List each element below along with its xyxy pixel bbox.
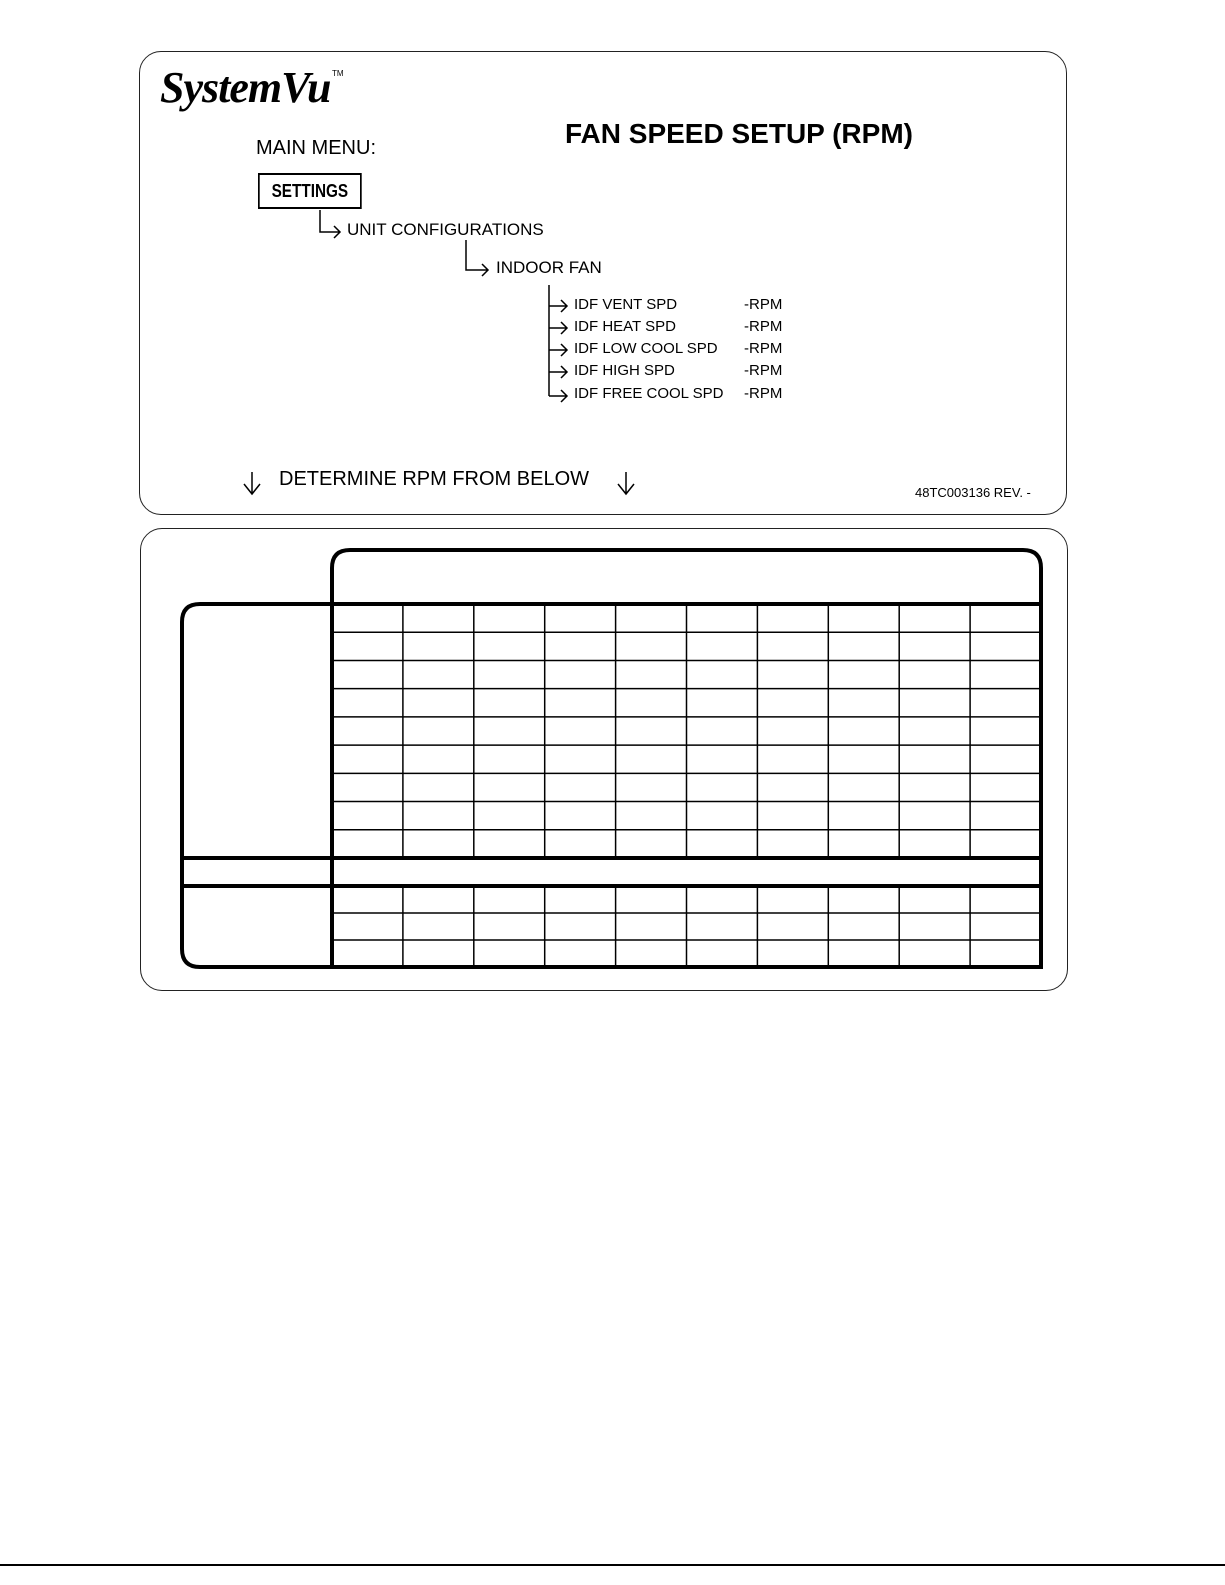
menu-item-value: -RPM	[744, 362, 783, 379]
menu-item-value: -RPM	[744, 340, 783, 357]
page-title: FAN SPEED SETUP (RPM)	[565, 118, 913, 149]
settings-label: SETTINGS	[271, 180, 349, 201]
part-number: 48TC003136 REV. -	[915, 485, 1031, 500]
logo-text: SystemVu	[160, 63, 331, 112]
menu-item-label: IDF FREE COOL SPD	[574, 385, 724, 402]
menu-item-label: IDF HEAT SPD	[574, 318, 676, 335]
page-bottom-rule	[0, 1564, 1225, 1566]
menu-item-label: IDF HIGH SPD	[574, 362, 675, 379]
trademark: TM	[332, 69, 344, 78]
menu-item-label: IDF VENT SPD	[574, 296, 678, 313]
table-header-box	[332, 550, 1041, 604]
instruction-text: DETERMINE RPM FROM BELOW	[279, 468, 590, 490]
menu-item-value: -RPM	[744, 296, 783, 313]
menu-item-value: -RPM	[744, 385, 783, 402]
unit-configurations: UNIT CONFIGURATIONS	[347, 220, 544, 239]
main-menu-label: MAIN MENU:	[256, 137, 376, 159]
indoor-fan: INDOOR FAN	[496, 258, 602, 277]
menu-item-label: IDF LOW COOL SPD	[574, 340, 718, 357]
menu-item-value: -RPM	[744, 318, 783, 335]
